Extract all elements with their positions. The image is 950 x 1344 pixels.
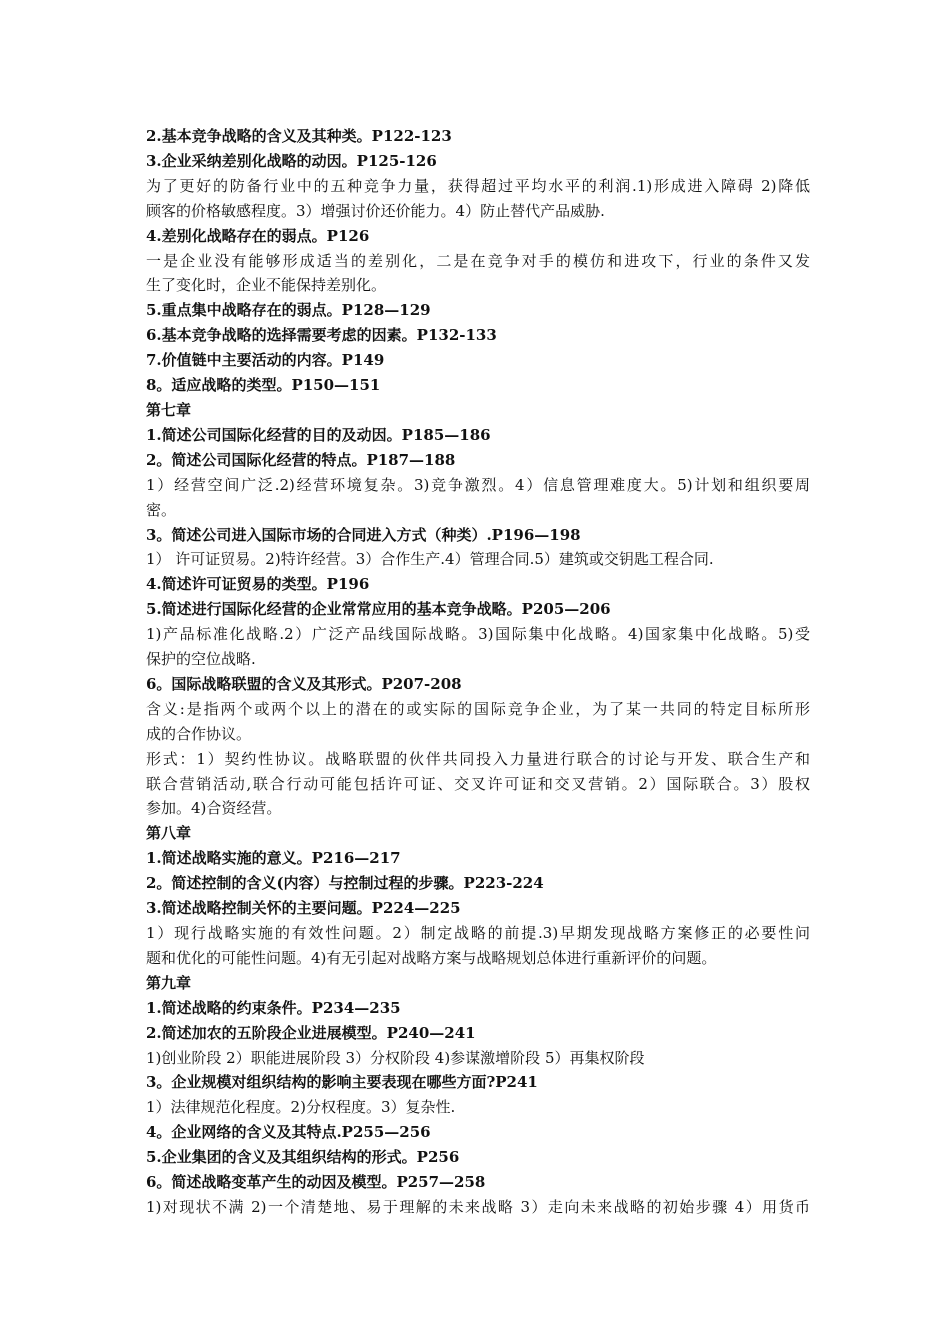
body-text-line: 1)产品标准化战略.2）广泛产品线国际战略。3)国际集中化战略。4)国家集中化战略。5)受	[146, 625, 810, 644]
section-heading: 1.简述战略的约束条件。P234—235	[146, 998, 401, 1017]
section-heading: 3.企业采纳差别化战略的动因。P125-126	[146, 151, 437, 170]
body-text-line: 1） 许可证贸易。2)特许经营。3）合作生产.4）管理合同.5）建筑或交钥匙工程合同.	[146, 550, 714, 569]
body-text-line: 1)创业阶段 2）职能进展阶段 3）分权阶段 4)参谋激增阶段 5）再集权阶段	[146, 1048, 645, 1067]
section-heading: 5.简述进行国际化经营的企业常常应用的基本竞争战略。P205—206	[146, 600, 611, 619]
body-text-line: 密。	[146, 500, 177, 519]
section-heading: 4.差别化战略存在的弱点。P126	[146, 226, 370, 245]
body-text-line: 题和优化的可能性问题。4)有无引起对战略方案与战略规划总体进行重新评价的问题。	[146, 948, 717, 967]
document-page	[146, 124, 810, 1220]
section-heading: 2.基本竞争战略的含义及其种类。P122-123	[146, 127, 452, 145]
section-heading: 8。适应战略的类型。P150—151	[146, 376, 381, 395]
body-text-line: 1)对现状不满 2)一个清楚地、易于理解的未来战略 3）走向未来战略的初始步骤 4）用货币	[146, 1197, 810, 1216]
section-heading: 第八章	[146, 824, 192, 843]
body-text-line: 联合营销活动,联合行动可能包括许可证、交叉许可证和交叉营销。2）国际联合。3）股权	[146, 774, 810, 793]
section-heading: 6。国际战略联盟的含义及其形式。P207-208	[146, 674, 462, 693]
body-text-line: 1）现行战略实施的有效性问题。2）制定战略的前提.3)早期发现战略方案修正的必要性问	[146, 924, 810, 942]
section-heading: 2.简述加农的五阶段企业进展模型。P240—241	[146, 1023, 476, 1042]
body-text-line: 一是企业没有能够形成适当的差别化，二是在竞争对手的模仿和进攻下，行业的条件又发	[146, 251, 810, 270]
section-heading: 1.简述公司国际化经营的目的及动因。P185—186	[146, 425, 491, 444]
section-heading: 2。简述控制的含义(内容）与控制过程的步骤。P223-224	[146, 874, 544, 893]
section-heading: 第九章	[146, 973, 192, 992]
body-text-line: 保护的空位战略.	[146, 650, 256, 669]
section-heading: 5.企业集团的含义及其组织结构的形式。P256	[146, 1148, 460, 1167]
section-heading: 1.简述战略实施的意义。P216—217	[146, 849, 401, 868]
body-text-line: 1）法律规范化程度。2)分权程度。3）复杂性.	[146, 1098, 456, 1117]
body-text-line: 1）经营空间广泛.2)经营环境复杂。3)竞争激烈。4）信息管理难度大。5)计划和组织要周	[146, 475, 810, 494]
body-text-line: 成的合作协议。	[146, 724, 252, 743]
section-heading: 6。简述战略变革产生的动因及模型。P257—258	[146, 1173, 486, 1192]
section-heading: 3.简述战略控制关怀的主要问题。P224—225	[146, 899, 461, 918]
section-heading: 4.简述许可证贸易的类型。P196	[146, 575, 370, 594]
section-heading: 3。企业规模对组织结构的影响主要表现在哪些方面?P241	[146, 1073, 538, 1092]
section-heading: 6.基本竞争战略的选择需要考虑的因素。P132-133	[146, 326, 497, 345]
section-heading: 第七章	[146, 400, 192, 419]
body-text-line: 生了变化时，企业不能保持差别化。	[146, 276, 387, 295]
body-text-line: 顾客的价格敏感程度。3）增强讨价还价能力。4）防止替代产品威胁.	[146, 201, 605, 220]
section-heading: 4。企业网络的含义及其特点.P255—256	[146, 1123, 431, 1142]
section-heading: 3。简述公司进入国际市场的合同进入方式（种类）.P196—198	[146, 525, 581, 544]
body-text-line: 为了更好的防备行业中的五种竞争力量，获得超过平均水平的利润.1)形成进入障碍 2)降低	[146, 176, 810, 195]
body-text-line: 形式：1）契约性协议。战略联盟的伙伴共同投入力量进行联合的讨论与开发、联合生产和	[146, 749, 810, 768]
section-heading: 5.重点集中战略存在的弱点。P128—129	[146, 301, 431, 320]
section-heading: 7.价值链中主要活动的内容。P149	[146, 351, 385, 370]
body-text-line: 含义:是指两个或两个以上的潜在的或实际的国际竞争企业，为了某一共同的特定目标所形	[146, 699, 810, 718]
section-heading: 2。简述公司国际化经营的特点。P187—188	[146, 450, 456, 469]
body-text-line: 参加。4)合资经营。	[146, 799, 282, 818]
